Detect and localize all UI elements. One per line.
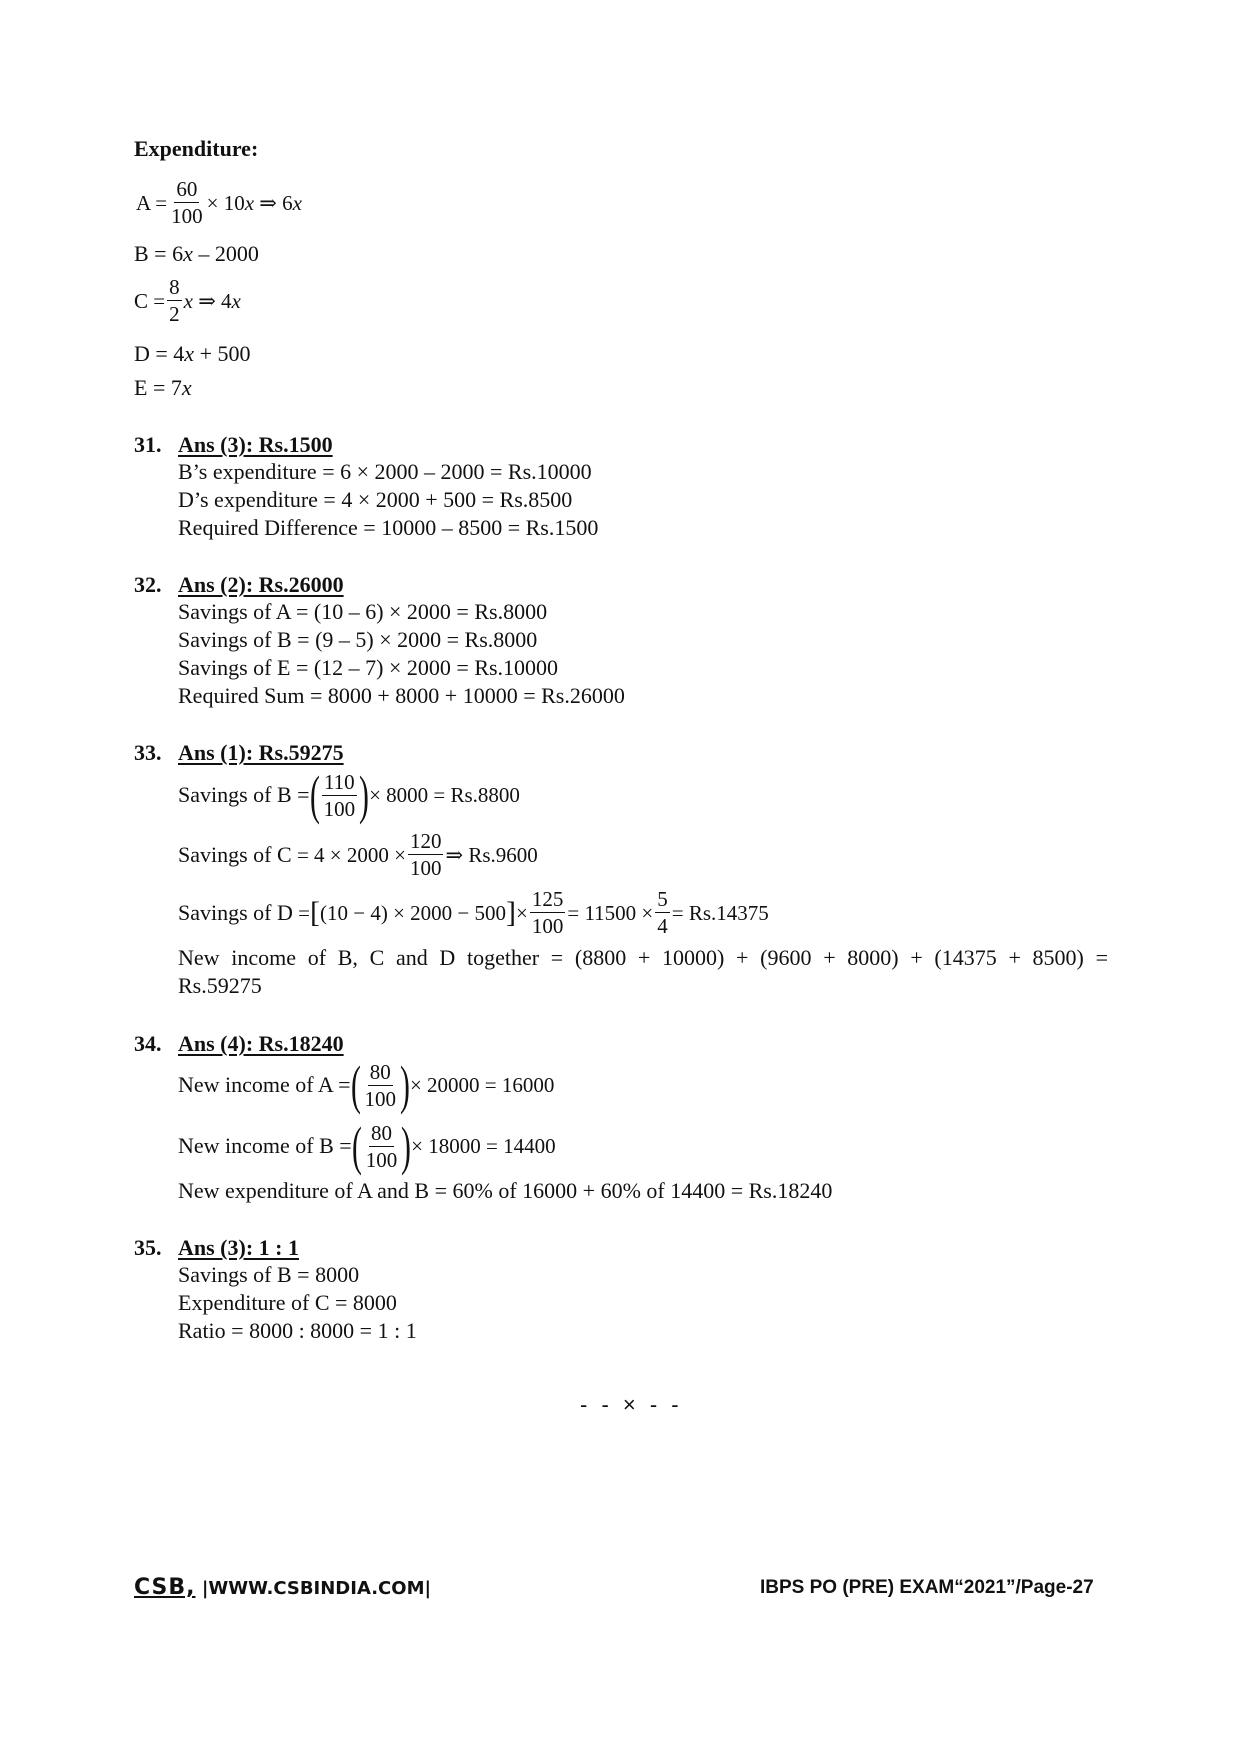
q34-a-lhs: New income of A = (178, 1072, 351, 1097)
q33-d-lhs: Savings of D (178, 899, 293, 925)
eq-c-denominator: 2 (169, 302, 180, 326)
q33-d-rest: = Rs.14375 (671, 900, 769, 925)
end-separator: - - × - - (580, 1392, 683, 1417)
eq-a-fraction (169, 178, 205, 227)
q33-d-numerator1: 125 (531, 887, 564, 911)
bracket-open: [ (309, 895, 320, 929)
section-heading: Expenditure: (134, 136, 259, 161)
q33-d-inner: (10 − 4) × 2000 − 500 (319, 900, 507, 925)
q33-c-pre: = 4 × 2000 × (296, 842, 406, 867)
q34-line3: New expenditure of A and B = 60% of 16000 + 60% of 14400 = Rs.18240 (178, 1178, 833, 1203)
q33-answer: Ans (1): Rs.59275 (178, 740, 344, 765)
eq-b-pre: B = 6 (134, 241, 184, 266)
q33-b-denominator: 100 (323, 796, 356, 821)
q33-savings-b (178, 765, 520, 825)
q35-number: 35. (134, 1235, 162, 1260)
q32-answer: Ans (2): Rs.26000 (178, 572, 344, 597)
eq-c-numerator: 8 (169, 275, 180, 299)
eq-e (134, 375, 192, 401)
q34-b-rest: × 18000 = 14400 (411, 1134, 556, 1158)
q31-number: 31. (134, 432, 162, 457)
q33-b-numerator: 110 (323, 769, 355, 794)
eq-d-pre: D = 4 (134, 341, 185, 366)
paren-close: ) (359, 765, 370, 825)
q33-c-numerator: 120 (409, 829, 442, 853)
q33-savings-c (178, 830, 538, 879)
q33-c-fraction (408, 830, 444, 879)
q32-header (134, 572, 344, 598)
q34-a-denominator: 100 (364, 1086, 396, 1111)
eq-e-var: x (181, 375, 192, 400)
q34-b-denominator: 100 (365, 1147, 398, 1172)
eq-c-var: x (183, 288, 193, 313)
eq-c-fraction (167, 276, 182, 325)
q31-header (134, 432, 333, 458)
eq-a-numerator: 60 (176, 177, 198, 201)
brand-logo-text: CSB, (134, 1575, 196, 1600)
q33-header (134, 740, 344, 766)
footer-left (134, 1575, 431, 1600)
eq-d-post: + 500 (194, 341, 251, 366)
q34-b-lhs: New income of B = (178, 1133, 352, 1158)
q35-answer: Ans (3): 1 : 1 (178, 1235, 299, 1260)
q34-new-income-b (178, 1116, 556, 1176)
q31-line1: B’s expenditure = 6 × 2000 – 2000 = Rs.10000 (178, 459, 592, 484)
q34-b-fraction (364, 1122, 400, 1171)
eq-d (134, 341, 250, 367)
q33-d-numerator2: 5 (657, 887, 668, 911)
eq-a-denominator: 100 (171, 204, 203, 228)
q33-d-fraction2 (655, 888, 670, 937)
q34-new-income-a (178, 1055, 555, 1115)
q33-b-fraction (322, 771, 358, 820)
eq-c-lhs: C = (134, 288, 166, 313)
q35-line3: Ratio = 8000 : 8000 = 1 : 1 (178, 1318, 417, 1343)
q34-a-rest: × 20000 = 16000 (409, 1073, 555, 1097)
q33-c-rest: ⇒ Rs.9600 (445, 842, 538, 867)
q34-header (134, 1031, 344, 1057)
q35-line1: Savings of B = 8000 (178, 1262, 360, 1287)
eq-a-rest2: ⇒ 6 (259, 190, 293, 215)
eq-a-var: x (244, 190, 255, 215)
eq-a-lhs: A = (136, 190, 168, 215)
q32-number: 32. (134, 572, 162, 597)
q33-b-rest: × 8000 = Rs.8800 (369, 783, 520, 807)
eq-b-var: x (183, 241, 193, 266)
eq-a-rest1: × 10 (206, 190, 245, 215)
q31-line2: D’s expenditure = 4 × 2000 + 500 = Rs.8500 (178, 487, 573, 512)
q34-number: 34. (134, 1031, 162, 1056)
q33-c-denominator: 100 (409, 856, 442, 880)
footer-website: |WWW.CSBINDIA.COM| (201, 1578, 432, 1599)
eq-a (136, 178, 302, 227)
q35-header (134, 1235, 299, 1261)
eq-c (134, 276, 241, 325)
paren-close: ) (401, 1116, 412, 1176)
q33-d-times: × (516, 900, 528, 925)
q34-answer: Ans (4): Rs.18240 (178, 1031, 344, 1056)
q32-line3: Savings of E = (12 – 7) × 2000 = Rs.10000 (178, 655, 559, 680)
q32-line4: Required Sum = 8000 + 8000 + 10000 = Rs.26000 (178, 683, 625, 708)
q33-d-fraction1 (530, 888, 566, 937)
eq-c-rest: ⇒ 4 (198, 288, 232, 313)
q33-d-denominator2: 4 (657, 914, 668, 938)
q34-a-fraction (362, 1061, 398, 1110)
q33-new-income-line1: New income of B, C and D together = (8800 + 10000) + (9600 + 8000) + (14375 + 8500) = (178, 945, 1108, 970)
q33-b-lhs: Savings of B = (178, 782, 310, 807)
q34-a-numerator: 80 (369, 1059, 391, 1084)
q33-new-income-line2: Rs.59275 (178, 973, 262, 998)
eq-d-var: x (184, 341, 195, 366)
q33-number: 33. (134, 740, 162, 765)
q31-line3: Required Difference = 10000 – 8500 = Rs.1500 (178, 515, 599, 540)
paren-open: ( (351, 1116, 362, 1176)
q31-answer: Ans (3): Rs.1500 (178, 432, 333, 457)
footer-page-info: IBPS PO (PRE) EXAM“2021”/Page-27 (760, 1577, 1094, 1598)
eq-c-var2: x (231, 288, 241, 313)
q33-d-mid: = 11500 × (567, 900, 654, 925)
bracket-close: ] (506, 895, 517, 929)
eq-e-pre: E = 7 (134, 375, 182, 400)
q33-d-denominator1: 100 (531, 914, 564, 938)
q33-d-pre: = (298, 900, 310, 925)
q32-line1: Savings of A = (10 – 6) × 2000 = Rs.8000 (178, 599, 548, 624)
q33-c-lhs: Savings of C (178, 841, 292, 867)
eq-b (134, 241, 259, 267)
paren-open: ( (350, 1055, 361, 1115)
q32-line2: Savings of B = (9 – 5) × 2000 = Rs.8000 (178, 627, 538, 652)
eq-a-var2: x (292, 190, 302, 215)
paren-close: ) (400, 1055, 410, 1115)
q33-savings-d (178, 888, 769, 937)
q35-line2: Expenditure of C = 8000 (178, 1290, 397, 1315)
paren-open: ( (309, 765, 320, 825)
q34-b-numerator: 80 (370, 1120, 392, 1145)
eq-b-post: – 2000 (192, 241, 259, 266)
